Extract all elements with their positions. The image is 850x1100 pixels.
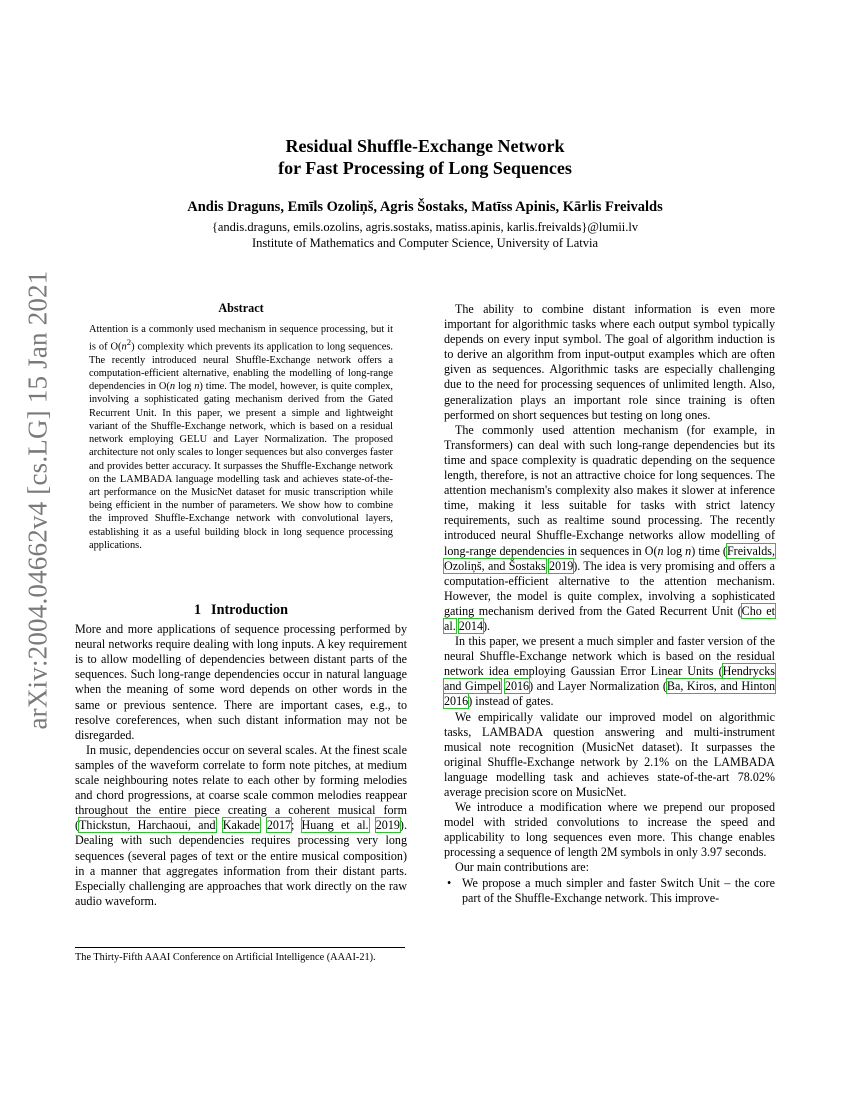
citation-link-thickstun-cont[interactable]: Kakade	[222, 818, 260, 833]
math-var: n	[169, 381, 176, 393]
paragraph-text: In this paper, we present a much simpler and faster version of the neural Shuffle-Exchange network which is based on the residual network idea employing Gaussian Error Linear Units (	[444, 634, 775, 679]
arxiv-identifier: arXiv:2004.04662v4 [cs.LG] 15 Jan 2021	[22, 270, 53, 730]
right-paragraph-1: The ability to combine distant information is even more important for algorithmic tasks where each output symbol typically depends on every input symbol. The goal of algorithm induction is to derive an algorithm from input-output examples which are often given as sequences. Algorithmic tasks are especially challenging due to the need for processing sequences of unlimited length. Also, generalization plays an important role since training is often performed on short sequences but testing on long ones.	[444, 302, 775, 422]
intro-paragraph-1: More and more applications of sequence processing performed by neural networks require dealing with long inputs. A key requirement is to allow modelling of dependencies between distant parts of the sequences. Such long-range dependencies occur in natural language when the meaning of some word depends on other words in the same or previous sentence. There are important cases, e.g., to resolve coreferences, when such distant information may not be disregarded.	[75, 622, 407, 742]
citation-year-link[interactable]: 2016	[504, 679, 530, 694]
citation-separator: ;	[291, 818, 302, 833]
section-number: 1	[193, 602, 202, 618]
citation-year-link[interactable]: 2016	[444, 694, 469, 709]
abstract-text: log	[175, 381, 195, 393]
right-paragraph-3	[444, 634, 775, 709]
paragraph-text: The commonly used attention mechanism (for example, in Transformers) can deal with such long-range dependencies but its time and space complexity is quadratic depending on the sequence length, therefore, is not an attractive choice for long sequences. The attention mechanism's complexity also makes it slower at inference time, making it less suitable for tasks with strict latency requirements, such as realtime sound processing. The recently introduced neural Shuffle-Exchange networks allow modelling of long-range dependencies in sequences in O(	[444, 422, 775, 558]
author-emails: {andis.draguns, emils.ozolins, agris.sostaks, matiss.apinis, karlis.freivalds}@lumii.lv	[211, 220, 639, 234]
math-superscript: 2	[126, 337, 132, 348]
affiliation: Institute of Mathematics and Computer Science, University of Latvia	[251, 236, 599, 250]
arxiv-sidebar	[18, 270, 58, 730]
section-heading-introduction	[75, 603, 407, 618]
left-column	[75, 603, 407, 909]
paragraph-text: In music, dependencies occur on several scales. At the finest scale samples of the waveform correlate to form note pitches, at medium scale neighbouring notes relate to each other by forming melodies and chord progressions, at coarse scale common melodies reappear throughout the entire piece creating a coherent musical form (	[75, 742, 407, 833]
title-line-2: for Fast Processing of Long Sequences	[278, 158, 572, 178]
footnote-divider	[75, 947, 405, 948]
paper-title	[0, 135, 850, 179]
math-var: n	[121, 341, 127, 353]
abstract-text: Attention is a commonly used mechanism in sequence processing, but it is of O(	[89, 324, 393, 353]
citation-link-hendrycks[interactable]: Hendrycks and Gimpel	[444, 664, 775, 694]
citation-link-freivalds[interactable]: Freivalds,	[726, 543, 775, 558]
math-text: log	[663, 543, 686, 558]
citation-year-link[interactable]: 2019	[549, 558, 574, 573]
list-item	[444, 876, 775, 906]
abstract-text: ) complexity which prevents its application to long sequences. The recently introduced neural Shuffle-Exchange network offers a computation-efficient alternative, enabling the modelling of long-range dependencies in O(	[89, 341, 393, 393]
right-paragraph-5: We introduce a modification where we prepend our proposed model with strided convolutions to increase the speed and applicability to long sequences even more. This change enables processing a sequence of length 2M symbols in only 3.97 seconds.	[444, 800, 775, 860]
paragraph-text: ) and Layer Normalization (	[529, 679, 667, 694]
right-paragraph-2	[444, 423, 775, 634]
paragraph-text: ) instead of gates.	[468, 694, 554, 709]
intro-paragraph-2	[75, 743, 407, 909]
abstract-heading: Abstract	[218, 301, 264, 315]
math-var: n	[657, 543, 664, 558]
abstract-body	[89, 323, 393, 552]
citation-year-link[interactable]: 2017	[266, 818, 292, 833]
title-line-1: Residual Shuffle-Exchange Network	[285, 136, 565, 156]
citation-year-link[interactable]: 2014	[458, 618, 483, 633]
citation-link-cho[interactable]: Cho et al.	[444, 603, 775, 633]
citation-year-link[interactable]: 2019	[375, 818, 400, 833]
citation-link-freivalds-cont[interactable]: Ozoliņš, and Šostaks	[444, 558, 546, 573]
abstract-text: ) time. The model, however, is quite complex, involving a sophisticated gating mechanism derived from the Gated Recurrent Unit. In this paper, we present a simple and lightweight variant of the Shuffle-Exchange network, which is based on a residual network employing GELU and Layer Normalization. The proposed architecture not only scales to longer sequences but also converges faster and provides better accuracy. It surpasses the Shuffle-Exchange network on the LAMBADA language modelling task and achieves state-of-the-art performance on the MusicNet dataset for music transcription while being efficient in the number of parameters. We show how to combine the improved Shuffle-Exchange network with convolutional layers, establishing it as a useful building block in long sequence processing applications.	[89, 381, 393, 551]
contributions-list	[444, 876, 775, 906]
conference-footnote: The Thirty-Fifth AAAI Conference on Artificial Intelligence (AAAI-21).	[75, 952, 376, 963]
paragraph-text: ). Dealing with such dependencies requires processing very long sequences (several pages of text or the entire musical composition) in a manner that aggregates information from their distant parts. Especially challenging are approaches that work directly on the raw audio waveform.	[75, 818, 407, 908]
author-list: Andis Draguns, Emīls Ozoliņš, Agris Šostaks, Matīss Apinis, Kārlis Freivalds	[187, 199, 663, 215]
citation-link-thickstun[interactable]: Thickstun, Harchaoui, and	[79, 818, 216, 833]
citation-link-ba[interactable]: Ba, Kiros, and Hinton	[666, 679, 776, 694]
right-column	[444, 302, 775, 906]
bullet-icon: •	[447, 875, 452, 890]
math-var: n	[194, 381, 200, 393]
paragraph-text: ). The idea is very promising and offers a computation-efficient alternative to the attention mechanism. However, the model is quite complex, involving a sophisticated gating mechanism derived from the Gated Recurrent Unit (	[444, 558, 775, 618]
math-var: n	[685, 543, 692, 558]
right-paragraph-4: We empirically validate our improved model on algorithmic tasks, LAMBADA question answering and multi-instrument musical note recognition (MusicNet dataset). It surpasses the original Shuffle-Exchange network by 2.1% on the LAMBADA language modelling task and achieves state-of-the-art 78.02% average precision score on MusicNet.	[444, 709, 775, 799]
paragraph-text: ).	[482, 618, 491, 633]
list-item-text: We propose a much simpler and faster Switch Unit – the core part of the Shuffle-Exchange network. This improve-	[462, 875, 775, 905]
citation-link-huang[interactable]: Huang et al.	[301, 818, 369, 833]
section-title: Introduction	[211, 602, 289, 618]
right-paragraph-6: Our main contributions are:	[455, 860, 590, 875]
paragraph-text: ) time (	[691, 543, 727, 558]
